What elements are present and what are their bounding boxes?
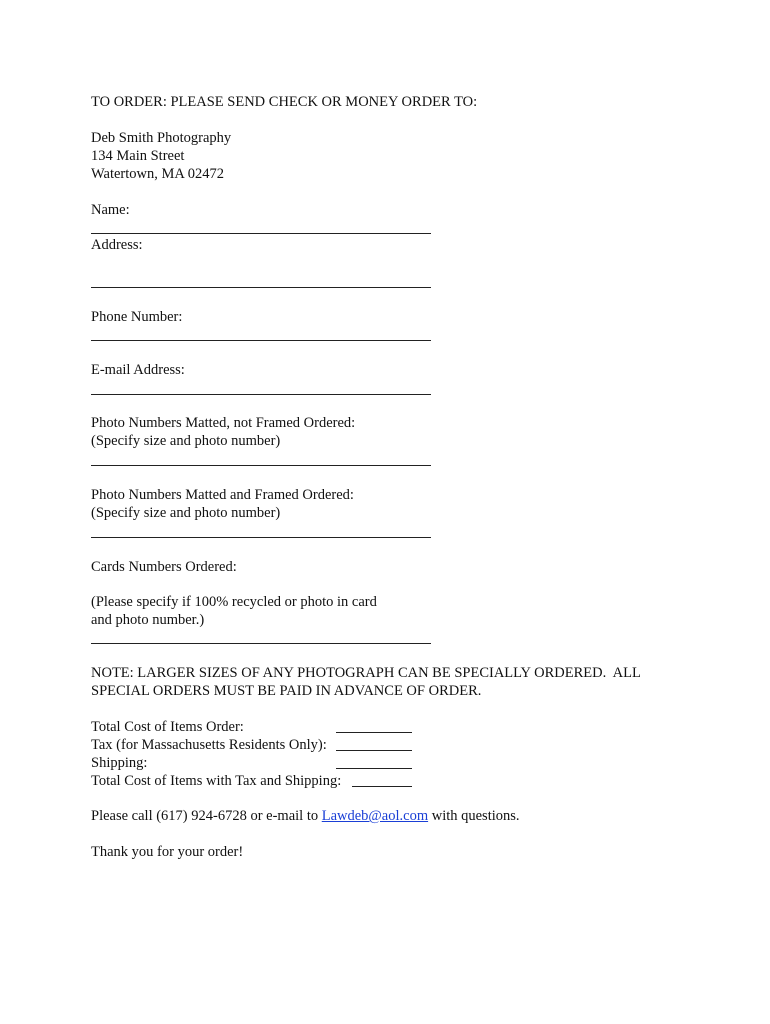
name-label: Name: [91,202,130,218]
email-link[interactable]: Lawdeb@aol.com [321,808,429,824]
cards-hint-2: and photo number.) [91,612,205,628]
order-header: TO ORDER: PLEASE SEND CHECK OR MONEY ORDER TO: [91,94,478,110]
email-field[interactable] [91,394,431,395]
matted-hint: (Specify size and photo number) [91,433,281,449]
total-with-tax-field[interactable] [352,786,412,787]
framed-field[interactable] [91,537,431,538]
matted-field[interactable] [91,465,431,466]
contact-prefix: Please call (617) 924-6728 or e-mail to [91,808,322,824]
name-field[interactable] [91,233,431,234]
email-label: E-mail Address: [91,362,185,378]
shipping-label: Shipping: [91,755,148,771]
closing-text: Thank you for your order! [91,844,244,860]
contact-suffix: with questions. [428,808,520,824]
cards-label: Cards Numbers Ordered: [91,559,237,575]
note-line-2: SPECIAL ORDERS MUST BE PAID IN ADVANCE OF ORDER. [91,683,482,699]
note-line-1: NOTE: LARGER SIZES OF ANY PHOTOGRAPH CAN BE SPECIALLY ORDERED. ALL [91,665,641,681]
city-state-zip: Watertown, MA 02472 [91,166,224,182]
street-address: 134 Main Street [91,148,185,164]
framed-label: Photo Numbers Matted and Framed Ordered: [91,487,354,503]
cards-hint-1: (Please specify if 100% recycled or photo in card [91,594,377,610]
total-cost-label: Total Cost of Items Order: [91,719,244,735]
phone-field[interactable] [91,340,431,341]
cards-field[interactable] [91,643,431,644]
shipping-field[interactable] [336,768,412,769]
matted-label: Photo Numbers Matted, not Framed Ordered: [91,415,356,431]
tax-label: Tax (for Massachusetts Residents Only): [91,737,327,753]
tax-field[interactable] [336,750,412,751]
address-label: Address: [91,237,143,253]
contact-line [91,807,520,825]
phone-label: Phone Number: [91,309,183,325]
total-cost-field[interactable] [336,732,412,733]
address-field[interactable] [91,287,431,288]
business-name: Deb Smith Photography [91,130,232,146]
framed-hint: (Specify size and photo number) [91,505,281,521]
total-with-tax-label: Total Cost of Items with Tax and Shipping: [91,773,342,789]
